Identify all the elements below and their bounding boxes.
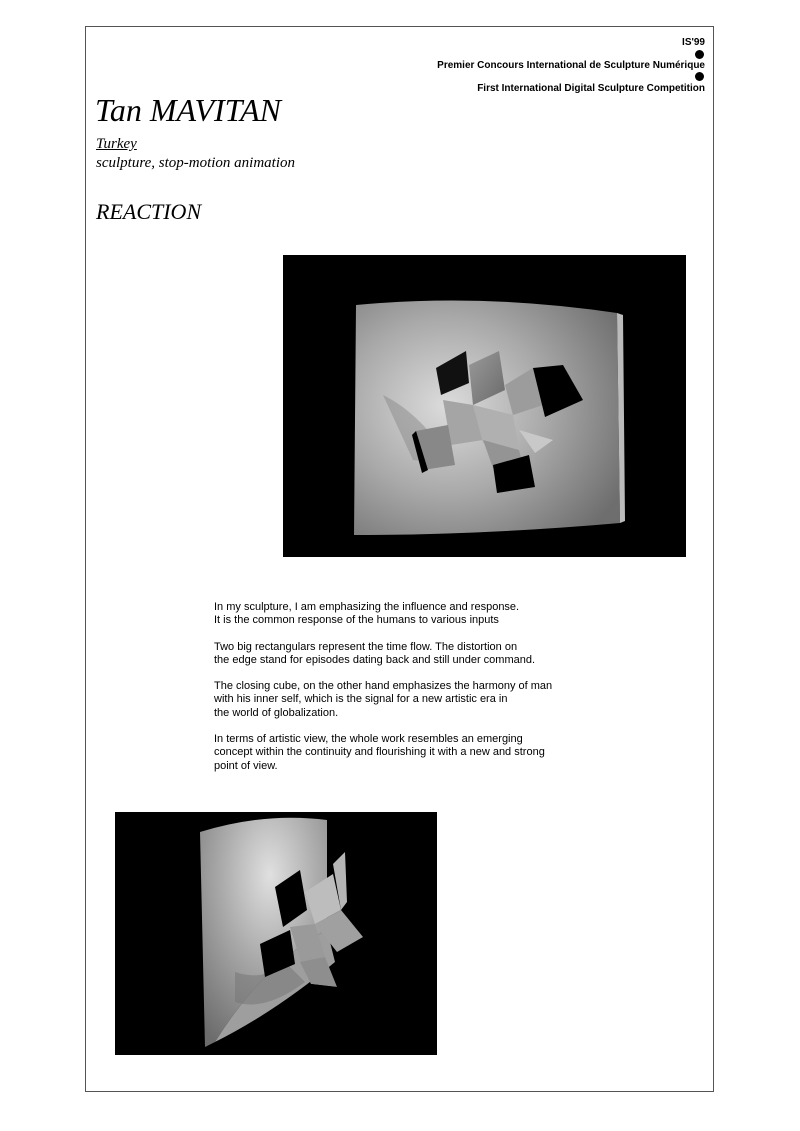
sculpture-render-front	[283, 255, 686, 557]
artist-medium: sculpture, stop-motion animation	[96, 155, 296, 171]
sculpture-render-angled	[115, 812, 437, 1055]
bullet-dot	[695, 72, 704, 81]
artist-statement	[214, 601, 634, 786]
statement-paragraph: Two big rectangulars represent the time flow. The distortion on the edge stand for episodes dating back and still under command.	[214, 640, 536, 666]
competition-name-french: Premier Concours International de Sculpture Numérique	[437, 60, 705, 71]
artist-name: Tan MAVITAN	[95, 92, 281, 128]
statement-paragraph: The closing cube, on the other hand emphasizes the harmony of man with his inner self, which is the signal for a new artistic era in the world of globalization.	[214, 680, 553, 719]
artist-country: Turkey	[96, 136, 137, 152]
competition-name-english: First International Digital Sculpture Competition	[477, 83, 705, 94]
statement-paragraph: In terms of artistic view, the whole work resembles an emerging concept within the continuity and flourishing it with a new and strong point of view.	[214, 733, 545, 772]
work-title: REACTION	[96, 199, 202, 224]
statement-paragraph: In my sculpture, I am emphasizing the influence and response. It is the common response of the humans to various inputs	[214, 601, 520, 627]
bullet-dot	[695, 50, 704, 59]
competition-code: IS'99	[682, 37, 705, 48]
